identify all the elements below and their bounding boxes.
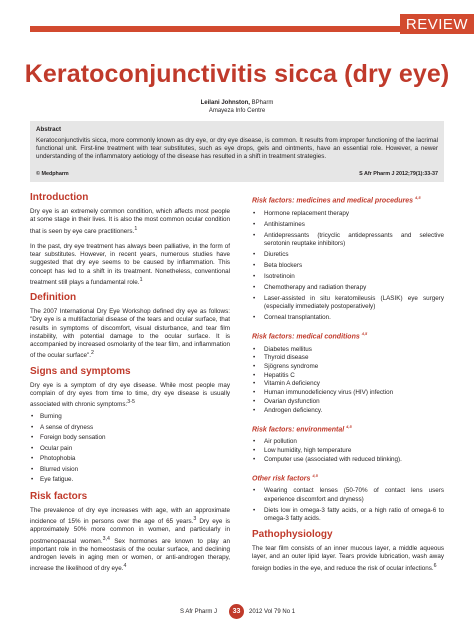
ref: 3-5 — [127, 399, 135, 406]
copyright: © Medpharm — [36, 171, 69, 177]
list-item: • A sense of dryness — [30, 424, 230, 432]
ref: 6 — [433, 562, 437, 569]
list-item: • Wearing contact lenses (50-70% of contact lens users experience discomfort and dryness) — [252, 487, 444, 503]
abstract-box — [30, 121, 444, 182]
list-item: • Eye fatigue. — [30, 476, 230, 484]
ref: 2 — [91, 350, 94, 357]
list-item: • Vitamin A deficiency — [252, 380, 444, 388]
ref: 3 — [193, 516, 197, 523]
list-item: • Sjögrens syndrome — [252, 363, 444, 371]
author-degree: BPharm — [251, 100, 274, 106]
symptoms-paragraph: Dry eye is a symptom of dry eye disease. While most people may complain of dry eyes from time to time, dry eye disease is usually associated with chronic symptoms:$^{3-5}$ — [30, 381, 230, 409]
ref: 3,4 — [102, 535, 110, 542]
definition-paragraph: The 2007 International Dry Eye Workshop defined dry eye as follows: "Dry eye is a multifactorial disease of the tears and ocular surface, that results in symptoms of discomfort, visual disturbance, and tear film instability, with potential damage to the ocular surface. It is accompanied by increased osmolarity of the tear film, and inflammation of the ocular surface".$^2$ — [30, 308, 230, 360]
section-label: REVIEW — [400, 14, 474, 34]
ref: 1 — [134, 225, 138, 232]
page-footer — [0, 604, 474, 620]
list-item: • Hormone replacement therapy — [252, 210, 444, 218]
list-item: • Blurred vision — [30, 466, 230, 474]
list-item: • Antihistamines — [252, 221, 444, 229]
symptoms-list — [30, 413, 230, 484]
section-header — [0, 14, 474, 34]
pathophysiology-paragraph: The tear film consists of an inner mucous layer, a middle aqueous layer, and an outer lipid layer. Tears provide lubrication, wash away foreign bodies in the eye, and reduce the risk of ocular infections.$^6$ — [252, 545, 444, 572]
medical-conditions-list — [252, 346, 444, 415]
abstract-text: Keratoconjunctivitis sicca, more commonly known as dry eye, or dry eye disease, is common. It results from improper functioning of the lacrimal functional unit. First-line treatment with tear substitutes, such as eye drops, gels and ointments, have an essential role. However, a newer understanding of the inflammatory aetiology of the disease has resulted in a shift in treatment strategies. — [36, 137, 438, 161]
other-risk-factors-list — [252, 487, 444, 523]
list-item: • Thyroid disease — [252, 354, 444, 362]
list-item: • Computer use (associated with reduced blinking). — [252, 456, 444, 464]
definition-heading: Definition — [30, 292, 77, 304]
ref: 4 — [123, 563, 127, 570]
medicines-heading: Risk factors: medicines and medical procedures $^{4,5}$ — [252, 195, 421, 205]
list-item: • Air pollution — [252, 438, 444, 446]
page-number: 33 — [229, 604, 244, 619]
abstract-heading: Abstract — [36, 126, 62, 133]
citation: S Afr Pharm J 2012;79(1):33-37 — [359, 171, 438, 177]
list-item: • Diets low in omega-3 fatty acids, or a high ratio of omega-6 to omega-3 fatty acids. — [252, 507, 444, 523]
medicines-list — [252, 210, 444, 323]
list-item: • Diabetes mellitus — [252, 346, 444, 354]
abstract-footer — [36, 171, 438, 177]
introduction-paragraph-1: Dry eye is an extremely common condition, which affects most people at some stage in their lives. It is also the most common ocular condition that is seen by eye care practitioners.$^1$ — [30, 208, 230, 235]
environmental-heading: Risk factors: environmental $^{4,5}$ — [252, 423, 352, 434]
risk-factors-heading: Risk factors — [30, 490, 88, 502]
author-affiliation: Amayeza Info Centre — [208, 108, 266, 114]
introduction-paragraph-2: In the past, dry eye treatment has always been palliative, in the form of tear substitutes. However, in recent years, numerous studies have suggested that dry eye seems to be caused by inflammation. This concept has led to a shift in its treatment. Nonetheless, conventional treatment still plays a fundamental role.$^1$ — [30, 242, 230, 286]
list-item: • Burning — [30, 413, 230, 421]
list-item: • Low humidity, high temperature — [252, 447, 444, 455]
introduction-heading: Introduction — [30, 192, 89, 203]
list-item: • Chemotherapy and radiation therapy — [252, 284, 444, 292]
list-item: • Human immunodeficiency virus (HIV) infection — [252, 389, 444, 397]
list-item: • Ocular pain — [30, 445, 230, 453]
risk-factors-paragraph: The prevalence of dry eye increases with age, with an approximate incidence of 15% in persons over the age of 65 years.$^3$ Dry eye is approximately 50% more common in women, and particularly in postmenopausal women.$^{3,4}$ Sex hormones are known to play an important role in the homeostasis of the ocular surface, and declining androgen levels in aging men or women, or anti-androgen therapy, increase the likelihood of dry eye.$^4$ — [30, 506, 230, 573]
author-name: Leilani Johnston, — [200, 100, 250, 106]
medical-conditions-heading: Risk factors: medical conditions $^{4,5}$ — [252, 331, 368, 341]
signs-symptoms-heading: Signs and symptoms — [30, 365, 131, 377]
ref: 1 — [139, 276, 143, 283]
list-item: • Antidepressants (tricyclic antidepressants and selective serotonin reuptake inhibitors) — [252, 232, 444, 248]
right-column — [252, 194, 444, 580]
author-block — [0, 99, 474, 115]
footer-volume: 2012 Vol 79 No 1 — [249, 609, 296, 615]
pathophysiology-heading: Pathophysiology — [252, 529, 333, 541]
list-item: • Hepatitis C — [252, 372, 444, 380]
list-item: • Foreign body sensation — [30, 434, 230, 442]
list-item: • Photophobia — [30, 455, 230, 463]
list-item: • Beta blockers — [252, 262, 444, 270]
list-item: • Androgen deficiency. — [252, 407, 444, 415]
list-item: • Diuretics — [252, 251, 444, 259]
article-title: Keratoconjunctivitis sicca (dry eye) — [24, 60, 450, 88]
list-item: • Corneal transplantation. — [252, 314, 444, 322]
left-column — [30, 194, 230, 581]
list-item: • Ovarian dysfunction — [252, 398, 444, 406]
other-risk-factors-heading: Other risk factors $^{4,5}$ — [252, 472, 318, 483]
list-item: • Isotretinoin — [252, 273, 444, 281]
environmental-list — [252, 438, 444, 464]
footer-journal: S Afr Pharm J — [180, 609, 218, 615]
list-item: • Laser-assisted in situ keratomileusis (LASIK) eye surgery (especially immediately postoperatively) — [252, 295, 444, 311]
